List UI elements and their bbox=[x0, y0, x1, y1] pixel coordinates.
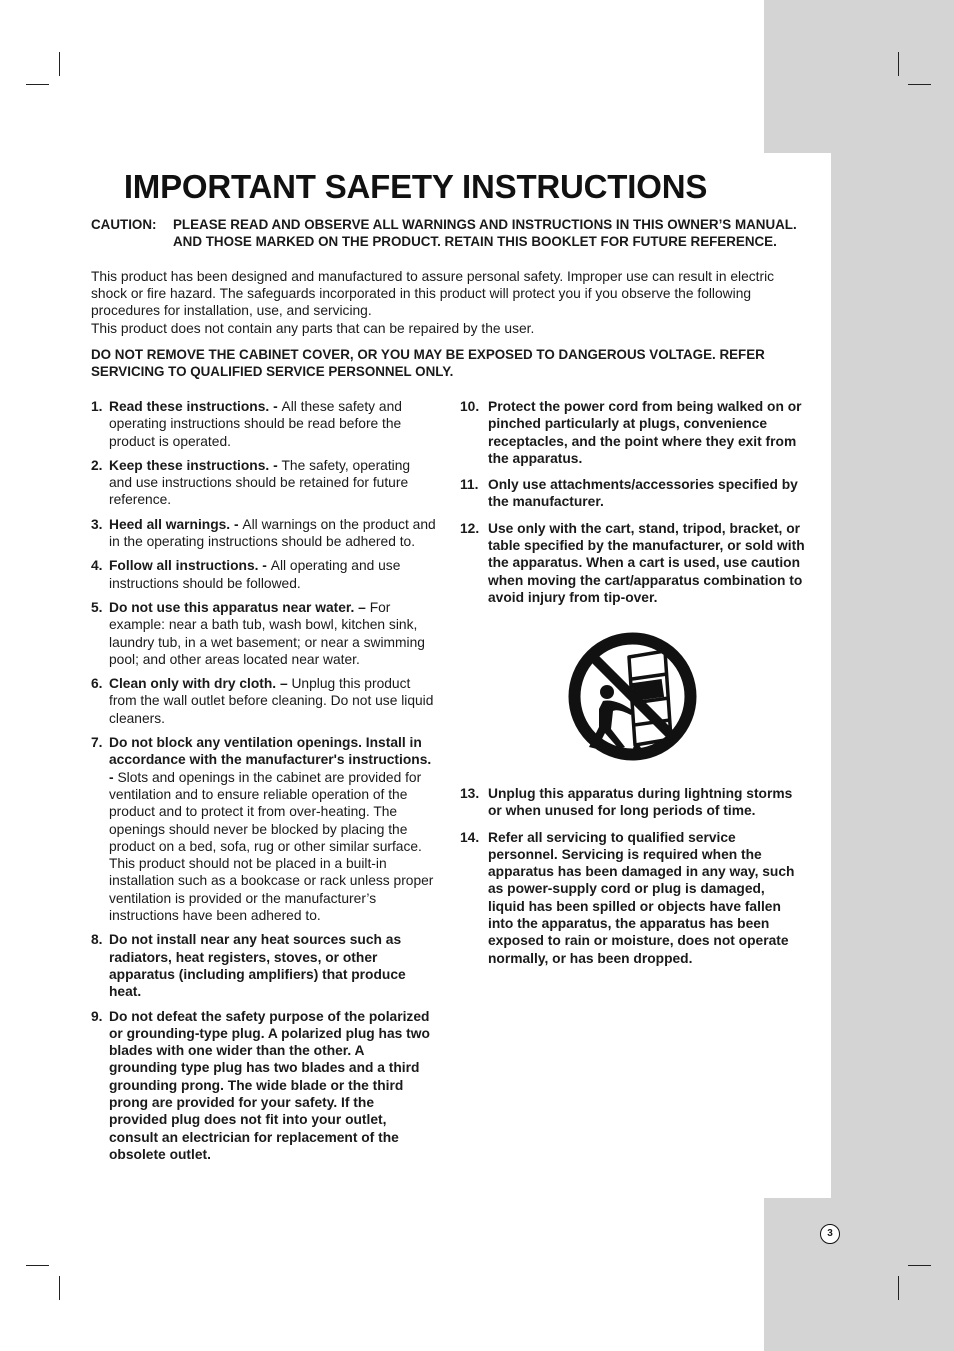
page-title: IMPORTANT SAFETY INSTRUCTIONS bbox=[123, 168, 708, 205]
item-number: 10. bbox=[460, 399, 480, 414]
crop-mark bbox=[898, 52, 899, 76]
list-item bbox=[460, 785, 805, 820]
caution-block bbox=[91, 216, 801, 250]
left-column bbox=[91, 398, 436, 1170]
right-column-lower bbox=[460, 785, 805, 976]
item-text: Slots and openings in the cabinet are provided for ventilation and to ensure reliable operation of the product and to protect it from over-heating. The openings should never be blocked by placing the product on a bed, sofa, rug or other similar surface. This product should not be placed in a built-in installation such as a bookcase or rack unless proper ventilation is provided or the manufacturer’s instructions have been adhered to. bbox=[109, 769, 434, 924]
intro-paragraph: This product has been designed and manufactured to assure personal safety. Improper use can result in electric shock or fire hazard. The safeguards incorporated in this product will protect you if you observe the following procedures for installation, use, and servicing. bbox=[91, 269, 775, 319]
list-item bbox=[460, 520, 805, 606]
right-column bbox=[460, 398, 805, 615]
intro-paragraph: This product does not contain any parts that can be repaired by the user. bbox=[91, 320, 535, 336]
list-item bbox=[91, 599, 436, 668]
item-text: All these safety and operating instructions should be read before the product is operated. bbox=[109, 399, 402, 449]
item-number: 14. bbox=[460, 829, 480, 845]
crop-mark bbox=[908, 1265, 931, 1266]
list-item bbox=[91, 516, 436, 551]
item-text: Unplug this apparatus during lightning storms or when unused for long periods of time. bbox=[488, 786, 793, 819]
item-heading: Follow all instructions. - bbox=[109, 558, 271, 574]
item-number: 4. bbox=[91, 558, 103, 574]
item-heading: Do not use this apparatus near water. – bbox=[109, 599, 370, 615]
item-number: 5. bbox=[91, 599, 103, 615]
item-number: 2. bbox=[91, 457, 103, 473]
item-heading: Do not block any ventilation openings. Install in accordance with the manufacturer's instructions. - bbox=[109, 735, 432, 785]
item-number: 12. bbox=[460, 520, 480, 536]
item-number: 6. bbox=[91, 676, 103, 692]
item-heading: Keep these instructions. - bbox=[109, 457, 282, 473]
item-text: Refer all servicing to qualified service personnel. Servicing is required when the apparatus has been damaged in any way, such as power-supply cord or plug is damaged, liquid has been spilled or objects have fallen into the apparatus, the apparatus has been exposed to rain or moisture, does not operate normally, or has been dropped. bbox=[488, 829, 795, 966]
item-number: 8. bbox=[91, 932, 103, 948]
crop-mark bbox=[26, 84, 49, 85]
list-item bbox=[460, 476, 805, 511]
item-text: The safety, operating and use instructions should be retained for future reference. bbox=[109, 457, 411, 508]
list-item bbox=[91, 675, 436, 727]
crop-mark bbox=[59, 52, 60, 76]
list-item bbox=[460, 829, 805, 967]
crop-mark bbox=[59, 1276, 60, 1300]
list-item bbox=[91, 557, 436, 592]
item-number: 1. bbox=[91, 399, 103, 414]
item-text: Use only with the cart, stand, tripod, bracket, or table specified by the manufacturer, or sold with the apparatus. When a cart is used, use caution when moving the cart/apparatus combination to avoid injury from tip-over. bbox=[488, 520, 805, 605]
caution-label: CAUTION: bbox=[91, 217, 157, 232]
item-text: Protect the power cord from being walked on or pinched particularly at plugs, convenience receptacles, and the point where they exit from the apparatus. bbox=[488, 399, 802, 466]
item-text: Unplug this product from the wall outlet before cleaning. Do not use liquid cleaners. bbox=[109, 676, 434, 726]
voltage-warning: DO NOT REMOVE THE CABINET COVER, OR YOU MAY BE EXPOSED TO DANGEROUS VOLTAGE. REFER SERVICING TO QUALIFIED SERVICE PERSONNEL ONLY. bbox=[91, 347, 765, 380]
item-heading: Do not install near any heat sources such as radiators, heat registers, stoves, or other apparatus (including amplifiers) that produce heat. bbox=[109, 932, 406, 1000]
item-number: 7. bbox=[91, 735, 103, 751]
list-item bbox=[91, 931, 436, 1000]
item-text: All warnings on the product and in the operating instructions should be adhered to. bbox=[109, 516, 436, 550]
item-number: 11. bbox=[460, 477, 479, 493]
crop-mark bbox=[26, 1265, 49, 1266]
list-item bbox=[91, 734, 436, 924]
list-item bbox=[91, 457, 436, 509]
crop-mark bbox=[908, 84, 931, 85]
item-text: Only use attachments/accessories specified by the manufacturer. bbox=[488, 477, 798, 510]
list-item bbox=[460, 398, 805, 467]
item-heading: Read these instructions. - bbox=[109, 399, 282, 414]
page-number: 3 bbox=[820, 1224, 840, 1244]
item-number: 3. bbox=[91, 516, 103, 532]
intro-text bbox=[91, 268, 803, 337]
item-text: For example: near a bath tub, wash bowl, kitchen sink, laundry tub, in a wet basement; or near a swimming pool; and other areas located near water. bbox=[109, 599, 425, 667]
list-item bbox=[91, 1008, 436, 1164]
item-text: All operating and use instructions should be followed. bbox=[109, 558, 401, 591]
list-item bbox=[91, 398, 436, 450]
item-number: 9. bbox=[91, 1008, 103, 1024]
crop-mark bbox=[898, 1276, 899, 1300]
cart-tip-over-warning-icon bbox=[567, 631, 698, 762]
caution-text: PLEASE READ AND OBSERVE ALL WARNINGS AND INSTRUCTIONS IN THIS OWNER’S MANUAL. AND THOSE MARKED ON THE PRODUCT. RETAIN THIS BOOKLET FOR FUTURE REFERENCE. bbox=[173, 217, 797, 250]
item-heading: Heed all warnings. - bbox=[109, 516, 243, 532]
item-number: 13. bbox=[460, 786, 480, 801]
item-heading: Clean only with dry cloth. – bbox=[109, 676, 292, 692]
item-heading: Do not defeat the safety purpose of the polarized or grounding-type plug. A polarized plug has two blades with one wider than the other. A grounding type plug has two blades and a third grounding prong. The wide blade or the third prong are provided for your safety. If the provided plug does not fit into your outlet, consult an electrician for replacement of the obsolete outlet. bbox=[109, 1008, 430, 1162]
